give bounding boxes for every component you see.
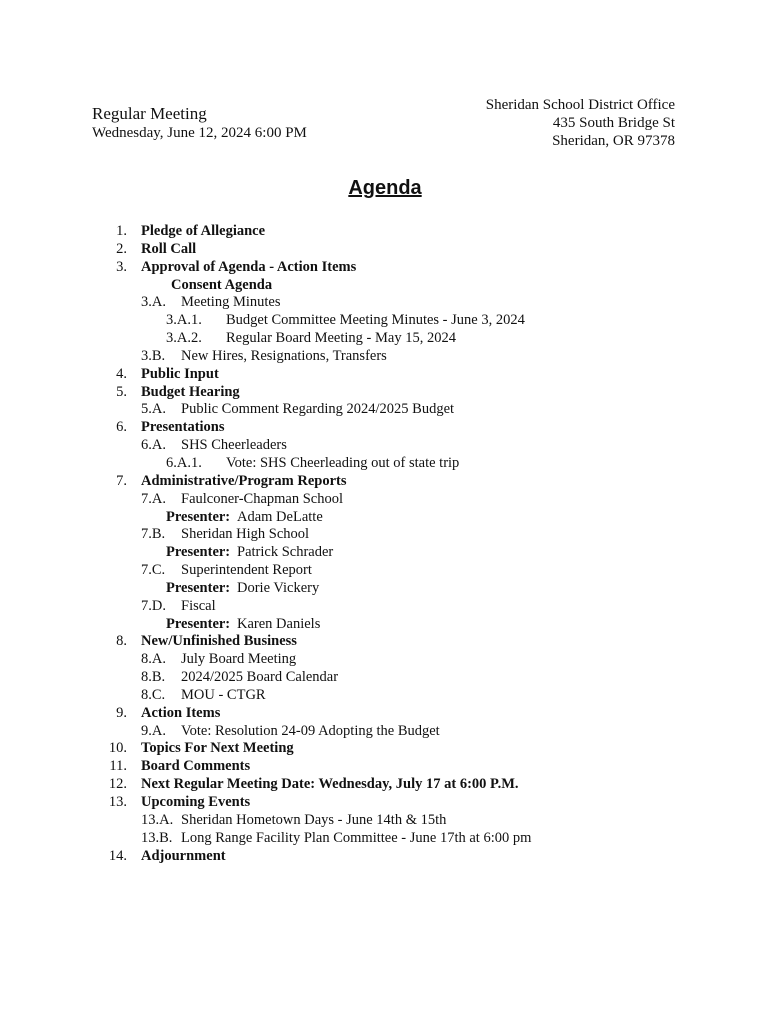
item-text: Upcoming Events: [141, 794, 251, 810]
presenter-label: Presenter:: [166, 508, 231, 525]
agenda-item: [0, 794, 770, 812]
agenda-item: [0, 758, 770, 776]
agenda-item: [0, 241, 770, 259]
item-text: MOU - CTGR: [181, 686, 266, 703]
item-number: 8.A.: [141, 651, 166, 668]
item-number: 13.: [108, 794, 127, 810]
presenter-label: Presenter:: [166, 544, 231, 561]
agenda-item: [0, 277, 770, 295]
item-text: Budget Hearing: [141, 383, 240, 400]
item-text: Approval of Agenda - Action Items: [141, 258, 357, 275]
item-text: Meeting Minutes: [181, 294, 281, 311]
office-address: [486, 96, 675, 150]
agenda-item: [0, 401, 770, 419]
item-text: Presentations: [141, 419, 225, 436]
item-number: 4.: [116, 365, 127, 382]
item-number: 8.C.: [141, 686, 166, 703]
agenda-item: [0, 455, 770, 473]
item-text: Sheridan Hometown Days - June 14th & 15th: [181, 811, 447, 828]
item-text: Board Comments: [141, 758, 251, 775]
item-text: Public Input: [141, 365, 219, 382]
item-number: 2.: [116, 240, 127, 257]
item-number: 3.: [116, 258, 127, 275]
item-text: Adjournment: [141, 847, 226, 864]
item-text: New Hires, Resignations, Transfers: [181, 347, 387, 364]
item-text: Long Range Facility Plan Committee - June 17th at 6:00 pm: [181, 829, 532, 846]
agenda-item: [0, 812, 770, 830]
agenda-item: [0, 330, 770, 348]
agenda-item: [0, 598, 770, 616]
item-text: Roll Call: [141, 240, 197, 257]
agenda-item: [0, 544, 770, 562]
item-text: SHS Cheerleaders: [181, 437, 287, 454]
item-text: Consent Agenda: [171, 276, 273, 293]
agenda-item: [0, 509, 770, 527]
agenda-list: [0, 223, 770, 865]
agenda-item: [0, 294, 770, 312]
agenda-item: [0, 419, 770, 437]
agenda-item: [0, 651, 770, 669]
presenter-name: Adam DeLatte: [237, 508, 323, 525]
item-number: 13.A.: [141, 811, 174, 828]
agenda-item: [0, 723, 770, 741]
page-title: Agenda: [348, 177, 422, 199]
item-number: 3.A.1.: [166, 312, 202, 329]
item-text: July Board Meeting: [181, 651, 297, 668]
agenda-item: [0, 473, 770, 491]
item-number: 7.A.: [141, 490, 166, 507]
agenda-item: [0, 848, 770, 866]
agenda-item: [0, 740, 770, 758]
presenter-label: Presenter:: [166, 615, 231, 632]
agenda-item: [0, 259, 770, 277]
agenda-item: [0, 348, 770, 366]
item-text: Faulconer-Chapman School: [181, 490, 343, 507]
agenda-item: [0, 223, 770, 241]
presenter-name: Karen Daniels: [237, 615, 321, 632]
item-text: New/Unfinished Business: [141, 633, 297, 650]
item-text: Regular Board Meeting - May 15, 2024: [226, 330, 456, 347]
office-city: Sheridan, OR 97378: [552, 133, 675, 149]
item-number: 6.A.: [141, 437, 166, 454]
item-number: 5.: [116, 383, 127, 400]
item-text: Topics For Next Meeting: [141, 740, 294, 757]
agenda-item: [0, 384, 770, 402]
agenda-item: [0, 526, 770, 544]
agenda-item: [0, 366, 770, 384]
item-text: Action Items: [141, 704, 221, 721]
item-number: 8.: [116, 633, 127, 650]
agenda-item: [0, 562, 770, 580]
item-number: 5.A.: [141, 401, 166, 418]
agenda-item: [0, 580, 770, 598]
meeting-info: [92, 104, 307, 143]
agenda-item: [0, 830, 770, 848]
item-text: Superintendent Report: [181, 562, 312, 579]
agenda-item: [0, 776, 770, 794]
item-number: 13.B.: [141, 829, 173, 846]
item-number: 7.C.: [141, 562, 166, 579]
item-number: 9.A.: [141, 722, 166, 739]
item-number: 14.: [108, 847, 127, 864]
item-number: 1.: [116, 223, 127, 239]
item-number: 8.B.: [141, 669, 166, 686]
agenda-item: [0, 705, 770, 723]
item-number: 3.A.: [141, 294, 166, 311]
item-text: 2024/2025 Board Calendar: [181, 669, 339, 686]
item-text: Budget Committee Meeting Minutes - June 3, 2024: [226, 312, 525, 329]
agenda-item: [0, 437, 770, 455]
office-street: 435 South Bridge St: [552, 115, 675, 131]
item-text: Next Regular Meeting Date: Wednesday, July 17 at 6:00 P.M.: [141, 776, 519, 793]
item-number: 7.D.: [141, 597, 166, 614]
meeting-datetime: Wednesday, June 12, 2024 6:00 PM: [92, 125, 307, 141]
presenter-name: Dorie Vickery: [237, 579, 320, 596]
item-number: 11.: [109, 758, 127, 775]
meeting-type: Regular Meeting: [92, 104, 207, 123]
agenda-item: [0, 312, 770, 330]
item-text: Pledge of Allegiance: [141, 223, 266, 239]
item-text: Fiscal: [181, 597, 216, 614]
item-text: Vote: Resolution 24-09 Adopting the Budget: [181, 722, 440, 739]
item-text: Sheridan High School: [181, 526, 310, 543]
item-number: 7.: [116, 472, 127, 489]
agenda-item: [0, 687, 770, 705]
item-number: 6.: [116, 419, 127, 436]
item-number: 3.B.: [141, 347, 166, 364]
agenda-item: [0, 633, 770, 651]
item-number: 12.: [108, 776, 127, 793]
agenda-item: [0, 669, 770, 687]
item-text: Public Comment Regarding 2024/2025 Budget: [181, 401, 455, 418]
item-number: 7.B.: [141, 526, 166, 543]
item-number: 3.A.2.: [166, 330, 202, 347]
item-number: 6.A.1.: [166, 454, 202, 471]
presenter-name: Patrick Schrader: [237, 544, 334, 561]
item-text: Vote: SHS Cheerleading out of state trip: [226, 454, 460, 471]
item-number: 9.: [116, 704, 127, 721]
item-number: 10.: [108, 740, 127, 757]
office-name: Sheridan School District Office: [485, 97, 675, 113]
agenda-item: [0, 491, 770, 509]
presenter-label: Presenter:: [166, 579, 231, 596]
agenda-item: [0, 616, 770, 634]
item-text: Administrative/Program Reports: [141, 472, 347, 489]
